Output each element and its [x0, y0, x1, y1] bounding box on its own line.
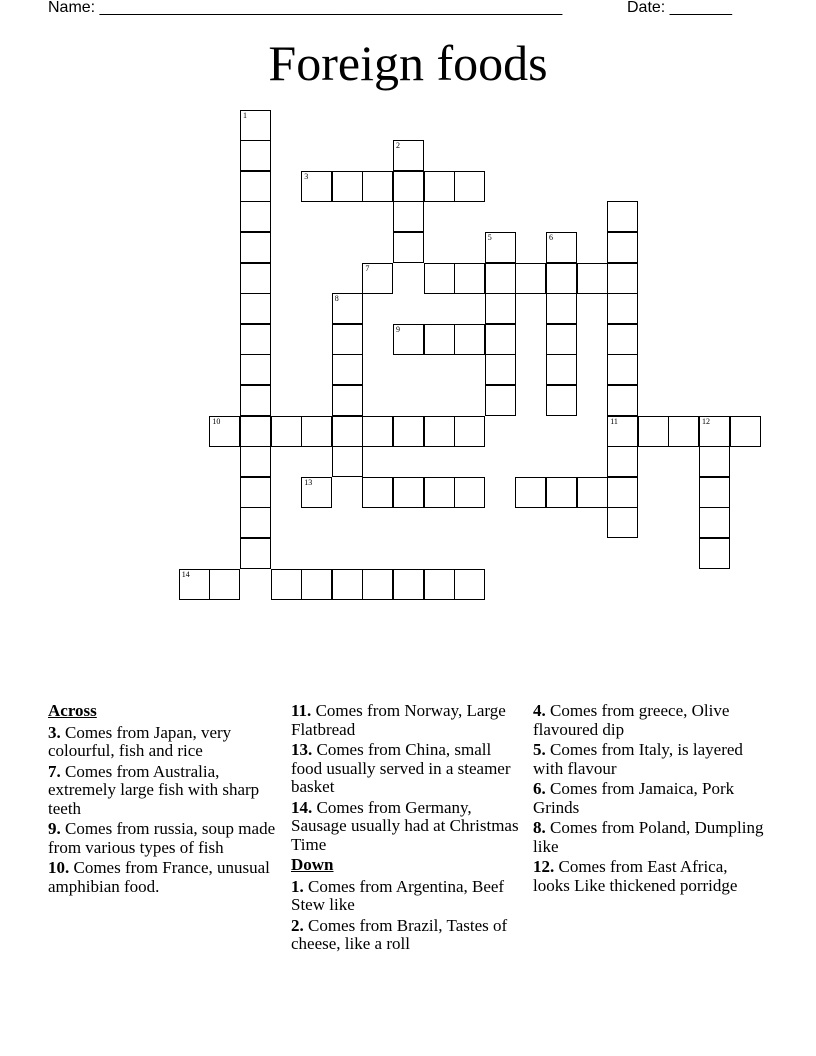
clue-text: Comes from greece, Olive flavoured dip [533, 701, 730, 739]
grid-cell[interactable] [485, 263, 516, 294]
grid-cell[interactable] [240, 171, 271, 202]
name-field-line: Name: ____________________________________________________ [48, 0, 563, 16]
grid-cell[interactable] [607, 263, 638, 294]
grid-cell[interactable] [607, 293, 638, 324]
grid-cell[interactable] [393, 416, 424, 447]
clue-number: 3. [48, 722, 61, 742]
grid-cell[interactable] [485, 354, 516, 385]
grid-cell[interactable] [240, 201, 271, 232]
grid-cell[interactable] [332, 416, 363, 447]
clue-number: 13. [291, 740, 313, 759]
grid-cell[interactable] [332, 293, 363, 324]
clue-across-10 [48, 859, 280, 896]
clue-down-8 [533, 819, 765, 856]
grid-cell[interactable] [240, 354, 271, 385]
clue-number-label: 3 [304, 171, 309, 181]
grid-cell[interactable] [332, 446, 363, 477]
grid-cell[interactable] [515, 263, 546, 294]
grid-cell[interactable] [240, 538, 271, 569]
grid-cell[interactable] [332, 385, 363, 416]
grid-cell[interactable] [607, 446, 638, 477]
grid-cell[interactable] [362, 477, 393, 508]
clue-text: Comes from Australia, extremely large fish with sharp teeth [48, 761, 260, 818]
grid-cell[interactable] [393, 232, 424, 263]
grid-cell[interactable] [240, 110, 271, 141]
grid-cell[interactable] [301, 171, 332, 202]
grid-cell[interactable] [607, 477, 638, 508]
grid-cell[interactable] [485, 232, 516, 263]
grid-cell[interactable] [454, 416, 485, 447]
grid-cell[interactable] [577, 263, 608, 294]
clue-number: 2. [291, 915, 304, 935]
grid-cell[interactable] [332, 324, 363, 355]
grid-cell[interactable] [301, 477, 332, 508]
grid-cell[interactable] [424, 324, 455, 355]
grid-cell[interactable] [209, 569, 240, 600]
grid-cell[interactable] [424, 569, 455, 600]
clue-number: 6. [533, 779, 546, 798]
clue-text: Comes from Japan, very colourful, fish and rice [48, 722, 232, 760]
grid-cell[interactable] [515, 477, 546, 508]
grid-cell[interactable] [362, 416, 393, 447]
clue-number-label: 9 [396, 324, 400, 334]
grid-cell[interactable] [271, 569, 302, 600]
grid-cell[interactable] [240, 324, 271, 355]
grid-cell[interactable] [424, 171, 455, 202]
grid-cell[interactable] [240, 232, 271, 263]
clue-down-2 [291, 917, 523, 954]
grid-cell[interactable] [424, 416, 455, 447]
grid-cell[interactable] [699, 507, 730, 538]
grid-cell[interactable] [240, 446, 271, 477]
grid-cell[interactable] [393, 324, 424, 355]
clue-text: Comes from Argentina, Beef Stew like [291, 876, 505, 914]
clue-text: Comes from Brazil, Tastes of cheese, like a roll [291, 915, 508, 953]
date-field-line: Date: _______ [627, 0, 732, 16]
grid-cell[interactable] [607, 201, 638, 232]
grid-cell[interactable] [271, 416, 302, 447]
grid-cell[interactable] [240, 263, 271, 294]
clue-down-1 [291, 878, 523, 915]
grid-cell[interactable] [301, 569, 332, 600]
grid-cell[interactable] [607, 232, 638, 263]
grid-cell[interactable] [546, 324, 577, 355]
clue-down-12 [533, 858, 765, 895]
clue-across-3 [48, 724, 280, 761]
grid-cell[interactable] [301, 416, 332, 447]
grid-cell[interactable] [546, 385, 577, 416]
clue-number: 9. [48, 819, 61, 838]
grid-cell[interactable] [607, 324, 638, 355]
grid-cell[interactable] [240, 477, 271, 508]
clue-number: 7. [48, 761, 61, 781]
clue-number: 10. [48, 858, 70, 877]
grid-cell[interactable] [546, 354, 577, 385]
grid-cell[interactable] [638, 416, 669, 447]
clue-text: Comes from Italy, is layered with flavour [533, 740, 743, 778]
grid-cell[interactable] [393, 201, 424, 232]
clue-down-4 [533, 702, 765, 739]
clue-text: Comes from France, unusual amphibian food. [48, 858, 270, 896]
clue-number-label: 10 [212, 416, 221, 426]
clue-number-label: 8 [334, 294, 339, 304]
grid-cell[interactable] [362, 569, 393, 600]
clue-across-9 [48, 820, 280, 857]
clue-down-6 [533, 780, 765, 817]
clue-number-label: 13 [304, 477, 313, 487]
grid-cell[interactable] [454, 477, 485, 508]
grid-cell[interactable] [577, 477, 608, 508]
clue-number: 11. [291, 701, 312, 720]
grid-cell[interactable] [699, 477, 730, 508]
clue-text: Comes from Poland, Dumpling like [533, 818, 764, 856]
clue-number-label: 7 [365, 263, 370, 273]
across-heading: Across [48, 701, 97, 720]
clue-number-label: 1 [243, 110, 247, 120]
grid-cell[interactable] [393, 171, 424, 202]
clue-number: 5. [533, 740, 546, 759]
clue-across-13 [291, 741, 523, 797]
clue-number: 8. [533, 818, 546, 837]
clue-number-label: 11 [610, 416, 618, 426]
grid-cell[interactable] [730, 416, 761, 447]
grid-cell[interactable] [546, 293, 577, 324]
grid-cell[interactable] [240, 507, 271, 538]
clue-number-label: 6 [549, 233, 553, 242]
grid-cell[interactable] [607, 507, 638, 538]
clues-column-3 [533, 702, 765, 897]
clue-across-11 [291, 702, 523, 739]
grid-cell[interactable] [393, 140, 424, 171]
clue-text: Comes from Germany, Sausage usually had at Christmas Time [291, 797, 519, 854]
clue-number: 12. [533, 857, 555, 876]
clue-number: 4. [533, 701, 546, 720]
clues-column-2 [291, 702, 523, 956]
grid-cell[interactable] [393, 477, 424, 508]
grid-cell[interactable] [362, 171, 393, 202]
down-heading: Down [291, 855, 334, 874]
grid-cell[interactable] [546, 263, 577, 294]
grid-cell[interactable] [454, 263, 485, 294]
grid-cell[interactable] [699, 538, 730, 569]
grid-cell[interactable] [393, 569, 424, 600]
clue-number: 1. [291, 876, 304, 896]
grid-cell[interactable] [454, 171, 485, 202]
clue-text: Comes from East Africa, looks Like thickened porridge [533, 857, 738, 895]
grid-cell[interactable] [179, 569, 210, 600]
grid-cell[interactable] [362, 263, 393, 294]
grid-cell[interactable] [240, 140, 271, 171]
clue-number: 14. [291, 797, 313, 817]
grid-cell[interactable] [546, 477, 577, 508]
grid-cell[interactable] [607, 416, 638, 447]
grid-cell[interactable] [699, 446, 730, 477]
grid-cell[interactable] [668, 416, 699, 447]
grid-cell[interactable] [332, 171, 363, 202]
grid-cell[interactable] [240, 293, 271, 324]
clue-text: Comes from russia, soup made from various types of fish [48, 819, 276, 857]
clues-column-1 [48, 702, 280, 898]
grid-cell[interactable] [332, 354, 363, 385]
grid-cell[interactable] [485, 385, 516, 416]
grid-cell[interactable] [424, 477, 455, 508]
clue-across-14 [291, 799, 523, 855]
clue-across-7 [48, 763, 280, 819]
clue-number-label: 2 [396, 141, 400, 151]
grid-cell[interactable] [485, 324, 516, 355]
grid-cell[interactable] [454, 569, 485, 600]
grid-cell[interactable] [332, 569, 363, 600]
grid-cell[interactable] [607, 385, 638, 416]
puzzle-title: Foreign foods [268, 35, 548, 91]
grid-cell[interactable] [607, 354, 638, 385]
grid-cell[interactable] [240, 416, 271, 447]
clue-number-label: 5 [487, 233, 492, 242]
grid-cell[interactable] [546, 232, 577, 263]
clue-number-label: 12 [702, 416, 710, 426]
clue-down-5 [533, 741, 765, 778]
clue-number-label: 14 [181, 569, 190, 579]
clue-text: Comes from China, small food usually served in a steamer basket [291, 740, 511, 796]
grid-cell[interactable] [454, 324, 485, 355]
grid-cell[interactable] [485, 293, 516, 324]
grid-cell[interactable] [699, 416, 730, 447]
clue-text: Comes from Norway, Large Flatbread [291, 701, 506, 739]
grid-cell[interactable] [424, 263, 455, 294]
grid-cell[interactable] [240, 385, 271, 416]
clue-text: Comes from Jamaica, Pork Grinds [533, 779, 735, 817]
grid-cell[interactable] [209, 416, 240, 447]
